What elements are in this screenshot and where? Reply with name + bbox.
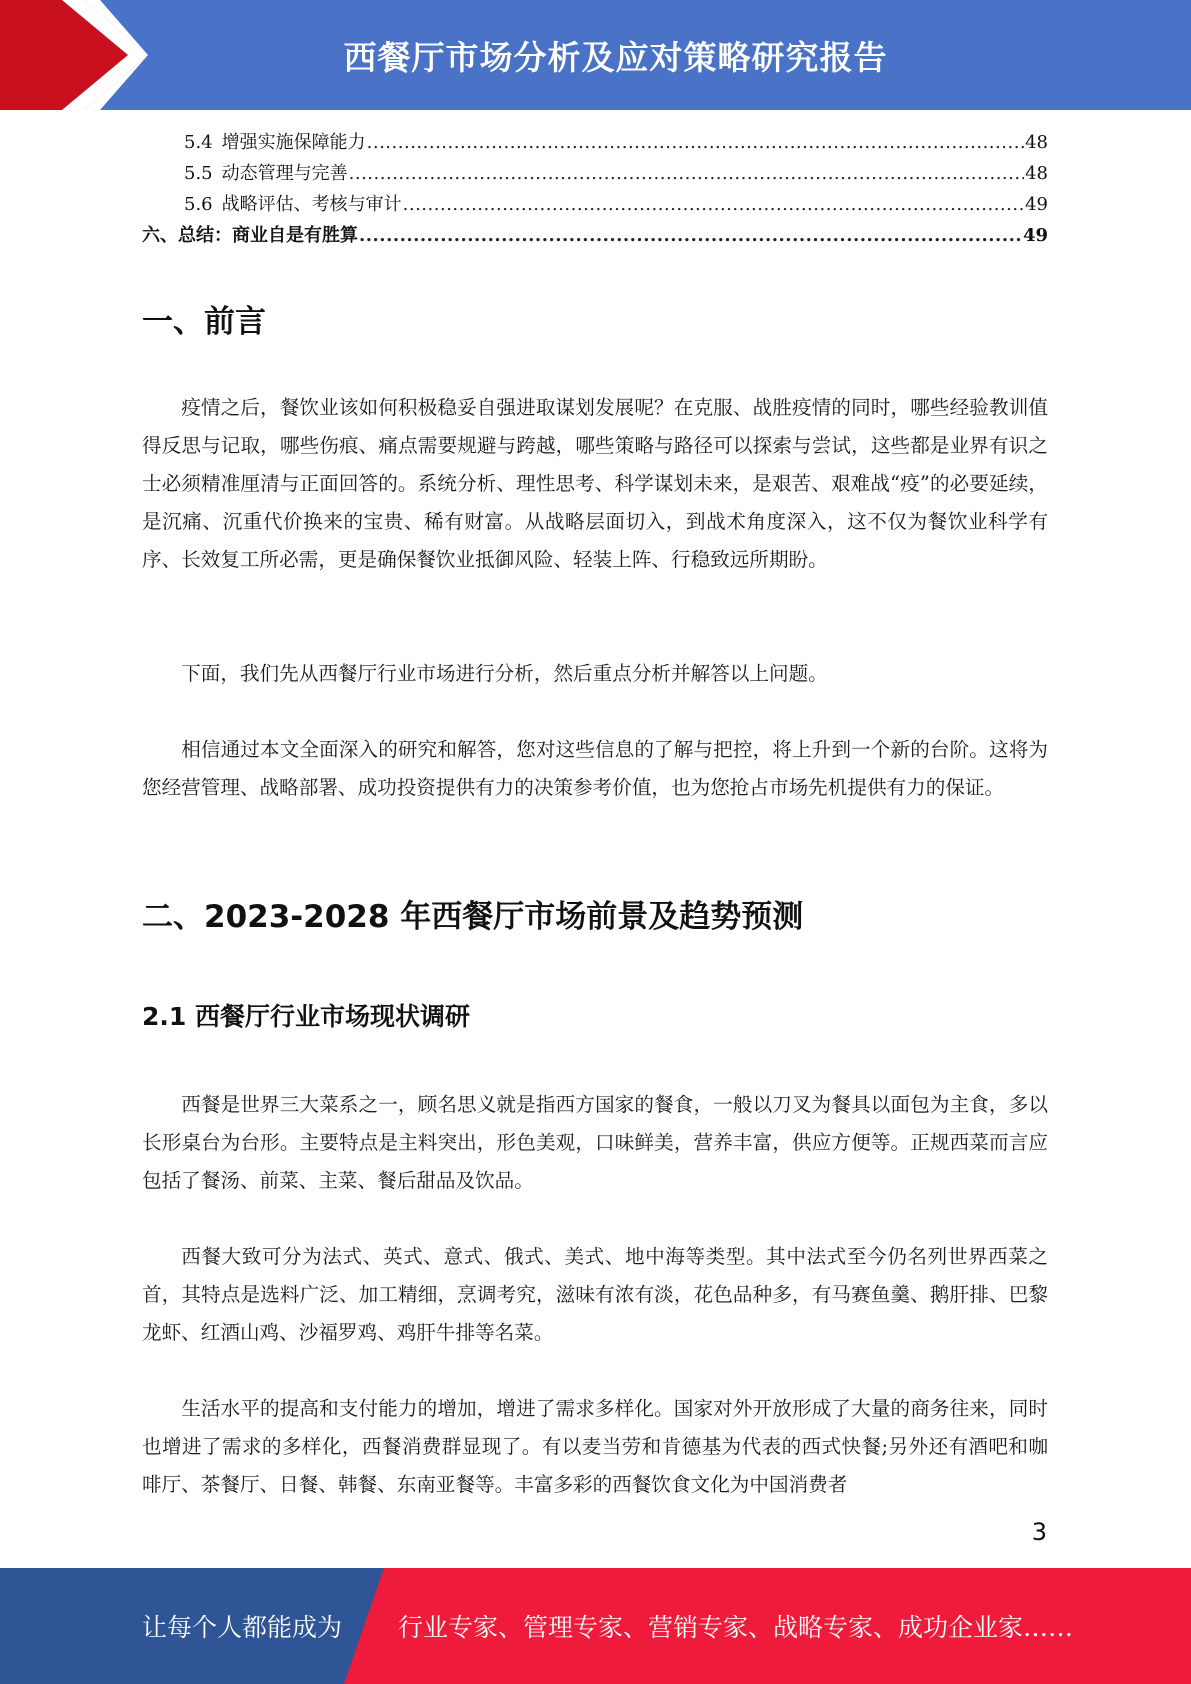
toc-dot-leader: [403, 194, 1024, 215]
paragraph-preface-3: 相信通过本文全面深入的研究和解答，您对这些信息的了解与把控，将上升到一个新的台阶。这将为您经营管理、战略部署、成功投资提供有力的决策参考价值，也为您抢占市场先机提供有力的保证。: [142, 738, 1048, 799]
toc-entry[interactable]: [142, 159, 1048, 190]
toc-entry[interactable]: [142, 128, 1048, 159]
paragraph-preface-2: 下面，我们先从西餐厅行业市场进行分析，然后重点分析并解答以上问题。: [181, 662, 828, 685]
report-title: 西餐厅市场分析及应对策略研究报告: [343, 37, 888, 77]
toc-entry-page: 48: [1025, 163, 1048, 184]
toc-entry[interactable]: [142, 190, 1048, 221]
table-of-contents: [142, 128, 1048, 252]
footer-slogan-left: 让每个人都能成为: [142, 1613, 343, 1642]
toc-entry-title: 六、总结：商业自是有胜算: [142, 225, 358, 246]
toc-entry-number: 5.4: [184, 132, 213, 153]
toc-entry-title: 动态管理与完善: [221, 163, 348, 184]
toc-entry-number: 5.5: [184, 163, 213, 184]
toc-entry-number: 5.6: [184, 194, 213, 215]
header-red-arrow: [0, 0, 148, 110]
paragraph-survey-2: 西餐大致可分为法式、英式、意式、俄式、美式、地中海等类型。其中法式至今仍名列世界西菜之首，其特点是选料广泛、加工精细，烹调考究，滋味有浓有淡，花色品种多，有马赛鱼羹、鹅肝排、巴黎龙虾、红酒山鸡、沙福罗鸡、鸡肝牛排等名菜。: [142, 1245, 1048, 1344]
paragraph-preface-1: 疫情之后，餐饮业该如何积极稳妥自强进取谋划发展呢？在克服、战胜疫情的同时，哪些经验教训值得反思与记取，哪些伤痕、痛点需要规避与跨越，哪些策略与路径可以探索与尝试，这些都是业界有识之士必须精准厘清与正面回答的。系统分析、理性思考、科学谋划未来，是艰苦、艰难战“疫”的必要延续，是沉痛、沉重代价换来的宝贵、稀有财富。从战略层面切入，到战术角度深入，这不仅为餐饮业科学有序、长效复工所必需，更是确保餐饮业抵御风险、轻装上阵、行稳致远所期盼。: [142, 396, 1048, 571]
paragraph-survey-3: 生活水平的提高和支付能力的增加，增进了需求多样化。国家对外开放形成了大量的商务往来，同时也增进了需求的多样化，西餐消费群显现了。有以麦当劳和肯德基为代表的西式快餐;另外还有酒吧和咖啡厅、茶餐厅、日餐、韩餐、东南亚餐等。丰富多彩的西餐饮食文化为中国消费者: [142, 1397, 1048, 1496]
section-heading-preface: 一、前言: [142, 304, 266, 340]
page-header: [0, 0, 1191, 110]
toc-entry-page: 49: [1022, 225, 1048, 246]
toc-entry-page: 49: [1025, 194, 1048, 215]
toc-entry-main[interactable]: [142, 221, 1048, 252]
paragraph-survey-1: 西餐是世界三大菜系之一，顾名思义就是指西方国家的餐食，一般以刀叉为餐具以面包为主食，多以长形桌台为台形。主要特点是主料突出，形色美观，口味鲜美，营养丰富，供应方便等。正规西菜而言应包括了餐汤、前菜、主菜、餐后甜品及饮品。: [142, 1093, 1048, 1192]
toc-dot-leader: [367, 132, 1024, 153]
page-number: 3: [1031, 1518, 1047, 1546]
footer-slogan-right: 行业专家、管理专家、营销专家、战略专家、成功企业家……: [398, 1613, 1074, 1642]
page-footer: [0, 1568, 1191, 1684]
subsection-heading-survey: 2.1 西餐厅行业市场现状调研: [142, 1002, 470, 1031]
toc-dot-leader: [359, 225, 1022, 246]
toc-entry-page: 48: [1025, 132, 1048, 153]
toc-entry-title: 战略评估、考核与审计: [221, 194, 402, 215]
toc-dot-leader: [349, 163, 1024, 184]
section-heading-outlook: 二、2023-2028 年西餐厅市场前景及趋势预测: [142, 899, 804, 935]
toc-entry-title: 增强实施保障能力: [221, 132, 366, 153]
